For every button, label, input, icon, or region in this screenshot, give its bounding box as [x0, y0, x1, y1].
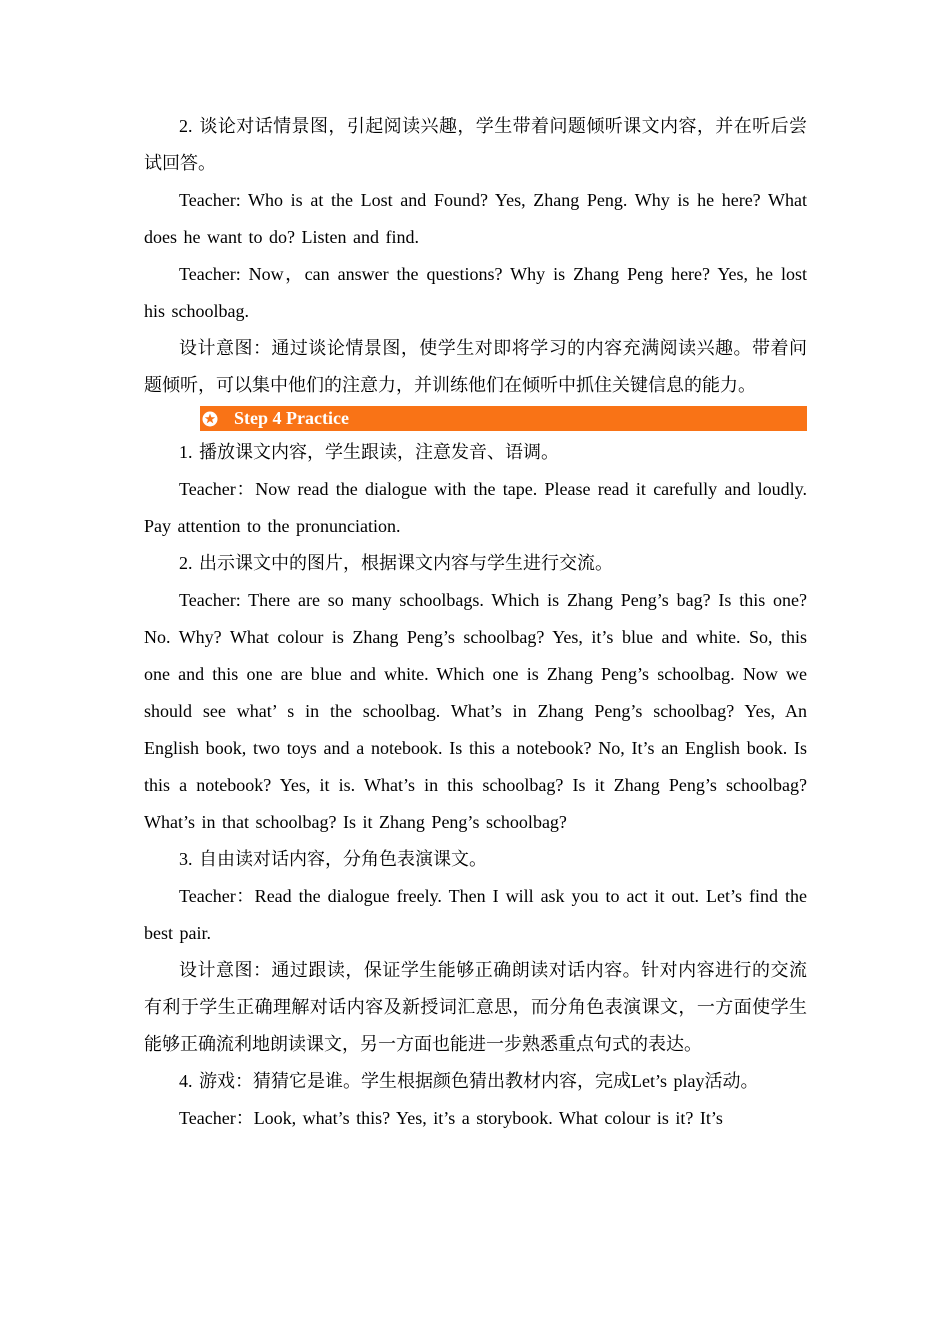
document-page [144, 108, 807, 1137]
paragraph: Teacher：Look, what’s this? Yes, it’s a storybook. What colour is it? It’s [179, 1108, 723, 1128]
paragraph: 设计意图：通过谈论情景图，使学生对即将学习的内容充满阅读兴趣。带着问题倾听，可以集中他们的注意力，并训练他们在倾听中抓住关键信息的能力。 [144, 338, 807, 395]
paragraph: Teacher：Now read the dialogue with the tape. Please read it carefully and loudly. Pay attention to the pronunciation. [144, 479, 807, 536]
star-circle-icon [202, 411, 218, 427]
paragraph: Teacher：Read the dialogue freely. Then I will ask you to act it out. Let’s find the best pair. [144, 886, 807, 943]
section-header-banner [200, 406, 807, 431]
paragraph: 1. 播放课文内容，学生跟读，注意发音、语调。 [179, 442, 559, 462]
paragraph: Teacher: Now，can answer the questions? Why is Zhang Peng here? Yes, he lost his schoolbag. [144, 264, 807, 321]
paragraph: Teacher: There are so many schoolbags. Which is Zhang Peng’s bag? Is this one? No. Why? What colour is Zhang Peng’s schoolbag? Yes, it’s blue and white. So, this one and this one are blue and white. Which one is Zhang Peng’s schoolbag. Now we should see what’ s in the schoolbag. What’s in Zhang Peng’s schoolbag? Yes, An English book, two toys and a notebook. Is this a notebook? No, It’s an English book. Is this a notebook? Yes, it is. What’s in this schoolbag? Is it Zhang Peng’s schoolbag? What’s in that schoolbag? Is it Zhang Peng’s schoolbag? [144, 590, 807, 832]
section-header-label: Step 4 Practice [234, 408, 349, 428]
paragraph: 2. 谈论对话情景图，引起阅读兴趣，学生带着问题倾听课文内容，并在听后尝试回答。 [144, 116, 807, 173]
paragraph: Teacher: Who is at the Lost and Found? Yes, Zhang Peng. Why is he here? What does he want to do? Listen and find. [144, 190, 807, 247]
paragraph: 设计意图：通过跟读，保证学生能够正确朗读对话内容。针对内容进行的交流有利于学生正确理解对话内容及新授词汇意思，而分角色表演课文，一方面使学生能够正确流利地朗读课文，另一方面也能进一步熟悉重点句式的表达。 [144, 960, 807, 1054]
paragraph: 3. 自由读对话内容，分角色表演课文。 [179, 849, 487, 869]
paragraph: 2. 出示课文中的图片，根据课文内容与学生进行交流。 [179, 553, 613, 573]
paragraph: 4. 游戏：猜猜它是谁。学生根据颜色猜出教材内容，完成Let’s play活动。 [179, 1071, 759, 1091]
